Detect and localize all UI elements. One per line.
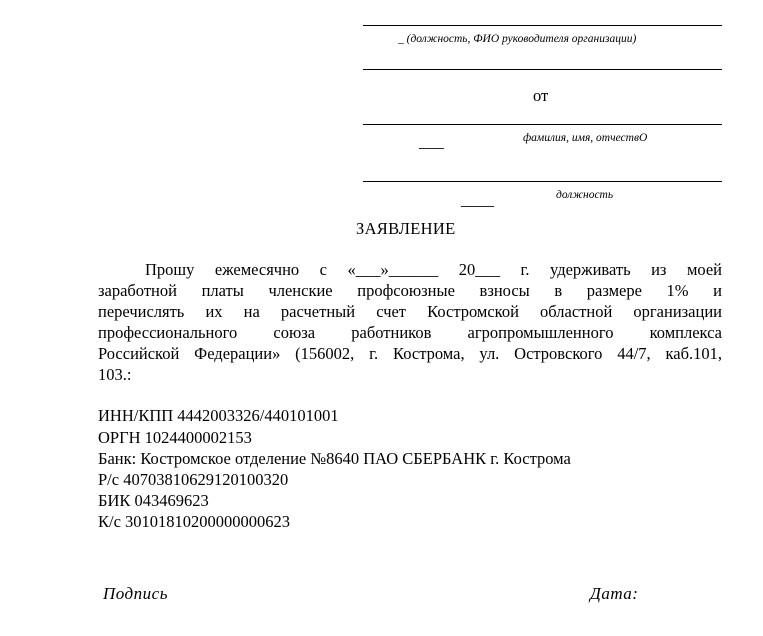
correspondent-account: К/с 30101810200000000623 [98, 512, 291, 531]
body-line: профессионального союза работников агропромышленного комплекса [98, 323, 722, 342]
addressee-line-2 [363, 69, 722, 70]
bank-name: Банк: Костромское отделение №8640 ПАО СБЕРБАНК г. Кострома [98, 449, 571, 468]
applicant-line [363, 124, 722, 125]
settlement-account: Р/с 40703810629120100320 [98, 470, 289, 489]
body-line: заработной платы членские профсоюзные взносы в размере 1% и [98, 281, 722, 300]
name-blank: ___ [419, 132, 444, 151]
inn-kpp: ИНН/КПП 4442003326/440101001 [98, 406, 339, 425]
body-line: перечислять их на расчетный счет Костромской областной организации [98, 302, 722, 321]
position-line [363, 181, 722, 182]
addressee-line-1 [363, 25, 722, 26]
body-line: 103.: [98, 365, 132, 384]
date-label: Дата: [590, 584, 639, 603]
body-line: Российской Федерации» (156002, г. Кострома, ул. Островского 44/7, каб.101, [98, 344, 722, 363]
body-line: Прошу ежемесячно с «___»______ 20___ г. удерживать из моей [145, 260, 722, 279]
signature-label: Подпись [103, 584, 168, 603]
name-hint: фамилия, имя, отчествО [523, 132, 648, 144]
position-hint: _ (должность, ФИО руководителя организации) [398, 33, 637, 45]
ogrn: ОРГН 1024400002153 [98, 428, 252, 447]
bik: БИК 043469623 [98, 491, 209, 510]
position-label: должность [556, 189, 614, 201]
application-body [98, 259, 722, 385]
document-title: ЗАЯВЛЕНИЕ [356, 219, 456, 238]
from-label: от [533, 86, 549, 105]
position-blank: ____ [461, 190, 494, 209]
